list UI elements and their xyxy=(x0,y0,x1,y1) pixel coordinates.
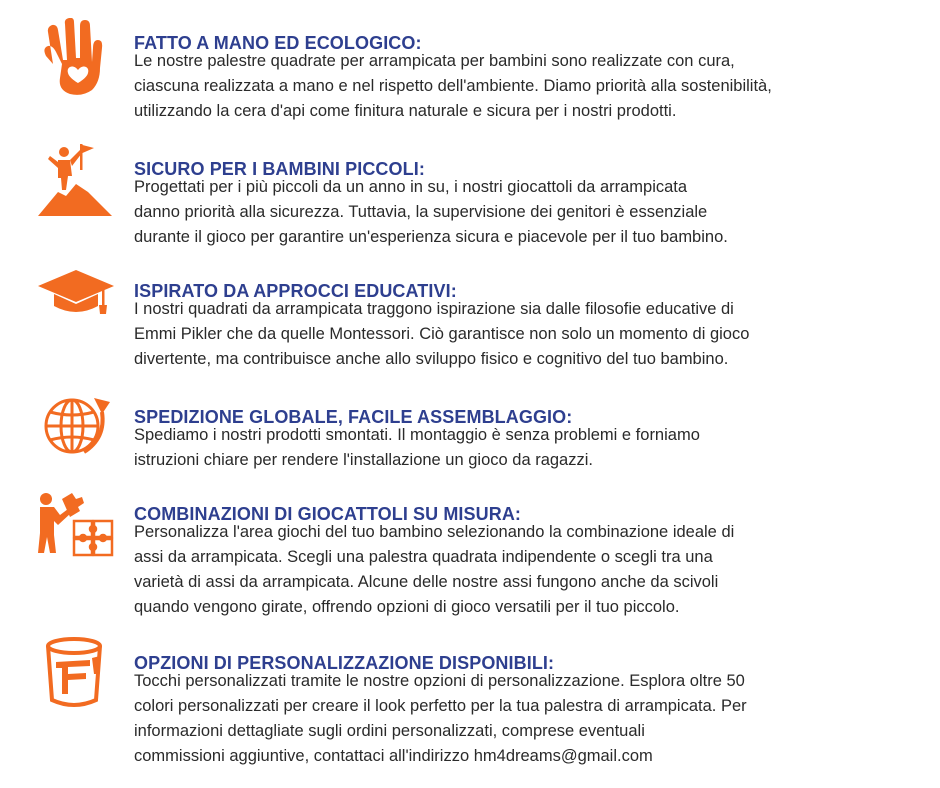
text-line: assi da arrampicata. Scegli una palestra quadrata indipendente o scegli tra una xyxy=(134,548,713,566)
feature-text xyxy=(134,669,924,769)
feature-title: OPZIONI DI PERSONALIZZAZIONE DISPONIBILI: xyxy=(134,652,555,673)
feature-text xyxy=(134,49,924,124)
feature-title: FATTO A MANO ED ECOLOGICO: xyxy=(134,32,422,53)
feature-text xyxy=(134,423,924,473)
text-line: durante il gioco per garantire un'esperienza sicura e piacevole per il tuo bambino. xyxy=(134,228,728,246)
text-line: quando vengono girate, offrendo opzioni di gioco versatili per il tuo piccolo. xyxy=(134,598,680,616)
text-line: Emmi Pikler che da quelle Montessori. Ciò garantisce non solo un momento di gioco xyxy=(134,325,750,343)
feature-title: ISPIRATO DA APPROCCI EDUCATIVI: xyxy=(134,280,457,301)
text-line: Personalizza l'area giochi del tuo bambino selezionando la combinazione ideale di xyxy=(134,523,735,541)
feature-text xyxy=(134,297,924,372)
text-line: divertente, ma contribuisce anche allo sviluppo fisico e cognitivo del tuo bambino. xyxy=(134,350,729,368)
text-line: ciascuna realizzata a mano e nel rispetto dell'ambiente. Diamo priorità alla sostenibilità, xyxy=(134,77,772,95)
text-line: colori personalizzati per creare il look perfetto per la tua palestra di arrampicata. Per xyxy=(134,697,747,715)
text-line: Progettati per i più piccoli da un anno in su, i nostri giocattoli da arrampicata xyxy=(134,178,688,196)
feature-title: SPEDIZIONE GLOBALE, FACILE ASSEMBLAGGIO: xyxy=(134,406,573,427)
feature-title: SICURO PER I BAMBINI PICCOLI: xyxy=(134,158,425,179)
text-line: danno priorità alla sicurezza. Tuttavia, la supervisione dei genitori è essenziale xyxy=(134,203,708,221)
text-line: informazioni dettagliate sugli ordini personalizzati, comprese eventuali xyxy=(134,722,645,740)
feature-text xyxy=(134,175,924,250)
text-line: Spediamo i nostri prodotti smontati. Il montaggio è senza problemi e forniamo xyxy=(134,426,700,444)
paint-bucket-icon xyxy=(36,634,116,714)
text-line: istruzioni chiare per rendere l'installazione un gioco da ragazzi. xyxy=(134,451,593,469)
text-line: utilizzando la cera d'api come finitura naturale e sicura per i nostri prodotti. xyxy=(134,102,677,120)
feature-title: COMBINAZIONI DI GIOCATTOLI SU MISURA: xyxy=(134,503,522,524)
text-line: Le nostre palestre quadrate per arrampicata per bambini sono realizzate con cura, xyxy=(134,52,735,70)
text-line: commissioni aggiuntive, contattaci all'indirizzo hm4dreams@gmail.com xyxy=(134,747,653,765)
climber-summit-flag-icon xyxy=(36,142,116,222)
handprint-heart-icon xyxy=(36,18,116,98)
person-puzzle-icon xyxy=(36,489,116,569)
feature-text xyxy=(134,520,924,620)
text-line: Tocchi personalizzati tramite le nostre opzioni di personalizzazione. Esplora oltre 50 xyxy=(134,672,745,690)
text-line: varietà di assi da arrampicata. Alcune delle nostre assi fungono anche da scivoli xyxy=(134,573,719,591)
graduation-cap-icon xyxy=(36,260,116,340)
globe-arrow-icon xyxy=(36,384,116,464)
text-line: I nostri quadrati da arrampicata traggono ispirazione sia dalle filosofie educative di xyxy=(134,300,734,318)
